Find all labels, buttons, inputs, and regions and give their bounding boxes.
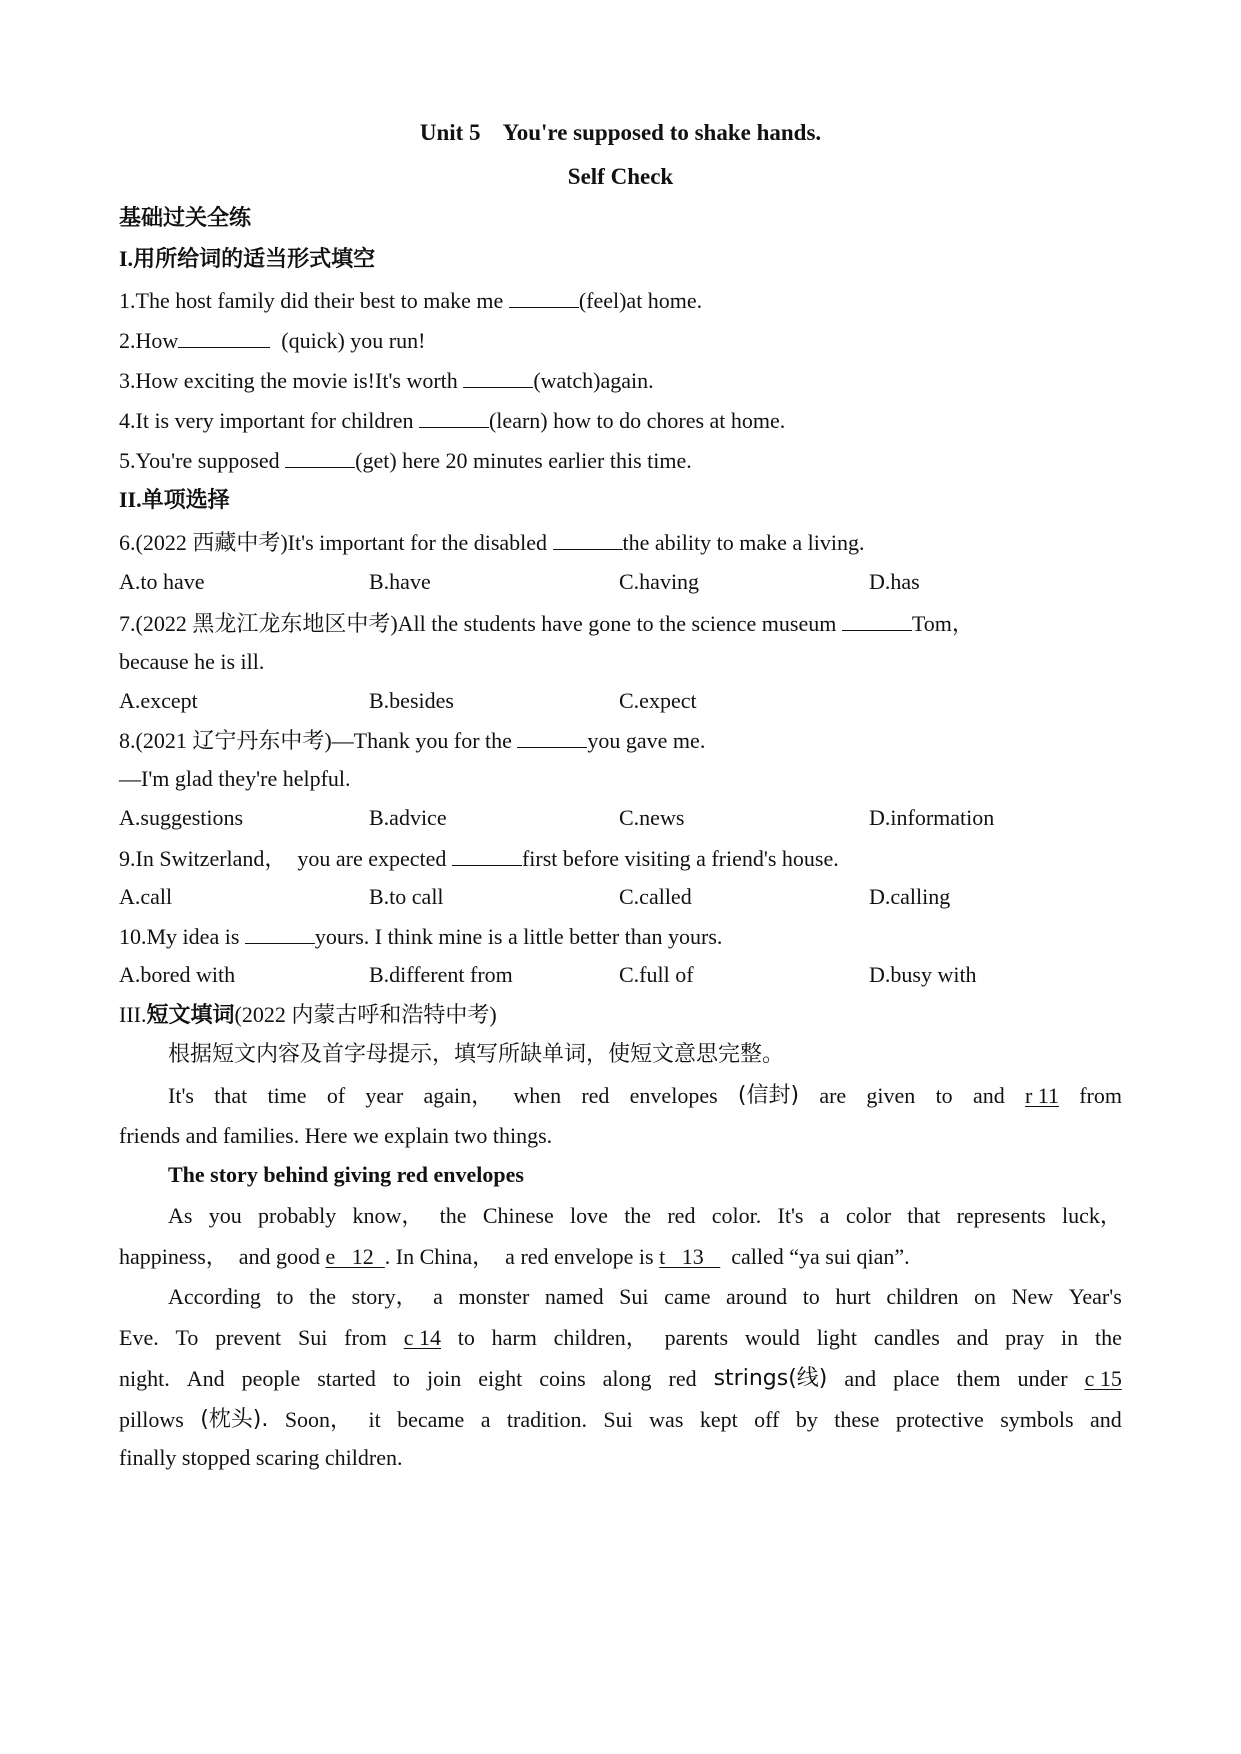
q8-option-d[interactable]: D.information	[869, 805, 995, 830]
q6-option-d[interactable]: D.has	[869, 569, 920, 594]
passage-word: it	[368, 1407, 381, 1432]
passage-word: and	[972, 1083, 1005, 1108]
question-10	[119, 921, 722, 952]
q6-option-b[interactable]: B.have	[369, 569, 431, 594]
passage-word: a	[819, 1203, 830, 1228]
passage-word: year	[365, 1083, 404, 1108]
q6-source: 西藏中考	[192, 531, 281, 556]
q4-hint: (learn) how to do chores at home.	[488, 408, 786, 433]
passage-word: and	[1090, 1407, 1122, 1432]
q5-hint: (get) here 20 minutes earlier this time.	[355, 448, 692, 473]
part3-numeral: III.	[119, 1002, 147, 1027]
q7-blank[interactable]	[842, 608, 912, 631]
passage-word: became	[397, 1407, 465, 1432]
passage-word: prevent	[215, 1325, 282, 1350]
q8-option-a[interactable]: A.suggestions	[119, 805, 244, 830]
passage-word: Chinese	[482, 1203, 554, 1228]
passage-word: It's	[168, 1083, 194, 1108]
passage-p3-line1	[168, 1282, 1122, 1312]
part3-title: 短文填词	[146, 1003, 235, 1028]
q1-blank[interactable]	[509, 285, 579, 308]
passage-word: that	[907, 1203, 941, 1228]
q4-text: 4.It is very important for children	[119, 408, 419, 433]
passage-word: children	[886, 1284, 959, 1309]
passage-word: red	[668, 1366, 697, 1391]
q10-option-c[interactable]: C.full of	[619, 962, 694, 987]
passage-word: that	[214, 1083, 248, 1108]
q1-hint: (feel)at home.	[578, 288, 703, 313]
q6-text: )It's important for the disabled	[280, 530, 553, 555]
blank-12[interactable]: e 12	[325, 1244, 385, 1269]
q5-blank[interactable]	[285, 445, 355, 468]
part2-numeral: II.	[119, 487, 142, 512]
part3-source-close: )	[489, 1002, 497, 1027]
passage-word: and	[956, 1325, 989, 1350]
q1-text: 1.The host family did their best to make me	[119, 288, 509, 313]
passage-word: strings(线)	[713, 1366, 828, 1391]
q8-text: )—Thank you for the	[324, 728, 518, 753]
passage-word: probably	[258, 1203, 337, 1228]
q10-blank[interactable]	[245, 921, 315, 944]
passage-word: the	[309, 1284, 336, 1309]
q3-blank[interactable]	[463, 365, 533, 388]
passage-word: night.	[119, 1366, 170, 1391]
q7-option-c[interactable]: C.expect	[619, 688, 697, 713]
blank-11[interactable]: r 11	[1024, 1083, 1059, 1108]
passage-word: symbols	[1000, 1407, 1074, 1432]
q9-option-a[interactable]: A.call	[119, 884, 173, 909]
passage-word: color	[845, 1203, 892, 1228]
q8-option-c[interactable]: C.news	[619, 805, 685, 830]
passage-word: children，	[553, 1325, 648, 1350]
question-6	[119, 527, 864, 559]
passage-word: kept	[699, 1407, 738, 1432]
q6-blank[interactable]	[553, 527, 623, 550]
part1-heading	[119, 244, 375, 275]
part3-heading	[119, 1000, 497, 1031]
q9-text-end: first before visiting a friend's house.	[521, 846, 839, 871]
q9-text: 9.In Switzerland， you are expected	[119, 846, 452, 871]
passage-p3-line5: finally stopped scaring children.	[119, 1445, 403, 1470]
q7-option-a[interactable]: A.except	[119, 688, 198, 713]
q2-hint: (quick) you run!	[270, 328, 426, 353]
passage-word: people	[241, 1366, 301, 1391]
passage-word: named	[544, 1284, 604, 1309]
part1-title: 用所给词的适当形式填空	[133, 247, 376, 272]
passage-word: Eve.	[119, 1325, 159, 1350]
passage-word: along	[602, 1366, 652, 1391]
q7-source: 黑龙江龙东地区中考	[192, 612, 391, 637]
passage-word: story，	[351, 1284, 418, 1309]
q6-option-c[interactable]: C.having	[619, 569, 700, 594]
p2-text-c: . In China， a red envelope is	[384, 1244, 660, 1269]
passage-word: candles	[873, 1325, 940, 1350]
passage-word: eight	[478, 1366, 523, 1391]
passage-word: love	[570, 1203, 608, 1228]
section-subtitle: Self Check	[567, 164, 674, 189]
part3-source: 内蒙古呼和浩特中考	[291, 1003, 490, 1028]
story-heading: The story behind giving red envelopes	[168, 1162, 524, 1187]
q8-number: 8.(2021	[119, 728, 193, 753]
passage-word: monster	[458, 1284, 530, 1309]
passage-word: (信封)	[737, 1083, 800, 1108]
passage-word: hurt	[835, 1284, 871, 1309]
passage-word: Sui	[603, 1407, 633, 1432]
p2-text-a: happiness， and good	[119, 1244, 326, 1269]
question-4	[119, 405, 785, 436]
passage-word: red	[581, 1083, 610, 1108]
q9-option-b[interactable]: B.to call	[369, 884, 444, 909]
question-3	[119, 365, 654, 396]
passage-word: According	[168, 1284, 261, 1309]
passage-word: pray	[1005, 1325, 1045, 1350]
passage-word: the	[1094, 1325, 1122, 1350]
passage-word: given	[866, 1083, 916, 1108]
part3-instruction: 根据短文内容及首字母提示，填写所缺单词，使短文意思完整。	[168, 1042, 785, 1067]
passage-p1-line2: friends and families. Here we explain two things.	[119, 1123, 553, 1148]
q9-option-c[interactable]: C.called	[619, 884, 692, 909]
q9-options	[119, 882, 1122, 912]
passage-word: (枕头).	[200, 1407, 269, 1432]
q7-options	[119, 686, 1122, 716]
question-9	[119, 843, 839, 874]
passage-word: when	[513, 1083, 562, 1108]
passage-word: As	[168, 1203, 193, 1228]
passage-word: know，	[352, 1203, 424, 1228]
q7-number: 7.(2022	[119, 611, 193, 636]
q3-text: 3.How exciting the movie is!It's worth	[119, 368, 464, 393]
passage-p2-line1	[168, 1201, 1122, 1231]
passage-word: light	[816, 1325, 858, 1350]
part2-title: 单项选择	[141, 488, 230, 513]
passage-word: Sui	[619, 1284, 649, 1309]
q5-text: 5.You're supposed	[119, 448, 286, 473]
passage-word: envelopes	[629, 1083, 718, 1108]
passage-word: to	[457, 1325, 475, 1350]
passage-word: off	[754, 1407, 780, 1432]
passage-word: on	[974, 1284, 997, 1309]
unit-title: Unit 5 You're supposed to shake hands.	[419, 120, 822, 145]
q7-continuation: because he is ill.	[119, 649, 265, 674]
question-1	[119, 285, 702, 316]
q6-option-a[interactable]: A.to have	[119, 569, 205, 594]
passage-word: place	[893, 1366, 940, 1391]
q10-option-d[interactable]: D.busy with	[869, 962, 977, 987]
passage-word: under	[1017, 1366, 1068, 1391]
q8-reply: —I'm glad they're helpful.	[119, 766, 351, 791]
passage-word: of	[326, 1083, 346, 1108]
q7-option-b[interactable]: B.besides	[369, 688, 454, 713]
question-7	[119, 608, 974, 640]
q6-number: 6.(2022	[119, 530, 193, 555]
passage-p3-line3	[119, 1364, 1122, 1394]
passage-word: It's	[777, 1203, 804, 1228]
passage-p1-line1	[168, 1081, 1122, 1111]
passage-word: red	[667, 1203, 696, 1228]
passage-word: was	[649, 1407, 684, 1432]
passage-word: Year's	[1068, 1284, 1122, 1309]
passage-word: and	[844, 1366, 877, 1391]
q10-options	[119, 960, 1122, 990]
passage-word: time	[267, 1083, 307, 1108]
q4-blank[interactable]	[419, 405, 489, 428]
q6-options	[119, 567, 1122, 597]
passage-p3-line4	[119, 1405, 1122, 1435]
passage-word: a	[480, 1407, 491, 1432]
q10-option-b[interactable]: B.different from	[369, 962, 513, 987]
passage-p2-line2	[119, 1242, 910, 1272]
passage-word: New	[1011, 1284, 1054, 1309]
passage-word: to	[802, 1284, 820, 1309]
passage-word: are	[819, 1083, 847, 1108]
q10-option-a[interactable]: A.bored with	[119, 962, 236, 987]
part1-numeral: I.	[119, 246, 134, 271]
passage-word: them	[956, 1366, 1001, 1391]
q7-text-end: Tom，	[911, 611, 974, 636]
blank-15[interactable]: c 15	[1084, 1366, 1122, 1391]
q3-hint: (watch)again.	[533, 368, 654, 393]
passage-word: around	[726, 1284, 788, 1309]
question-5	[119, 445, 692, 476]
passage-word: protective	[895, 1407, 984, 1432]
passage-word: color.	[711, 1203, 762, 1228]
blank-14[interactable]: c 14	[403, 1325, 441, 1350]
q10-text: 10.My idea is	[119, 924, 245, 949]
passage-word: came	[664, 1284, 711, 1309]
part2-heading	[119, 485, 230, 516]
blank-13[interactable]: t 13	[659, 1244, 721, 1269]
passage-word: to	[392, 1366, 410, 1391]
q2-blank[interactable]	[178, 325, 270, 348]
passage-word: Sui	[297, 1325, 328, 1350]
p2-text-d: called “ya sui qian”.	[720, 1244, 910, 1269]
q10-text-end: yours. I think mine is a little better than yours.	[314, 924, 723, 949]
passage-word: to	[935, 1083, 953, 1108]
q8-source: 辽宁丹东中考	[192, 729, 325, 754]
passage-word: And	[186, 1366, 225, 1391]
passage-word: these	[834, 1407, 880, 1432]
q9-blank[interactable]	[452, 843, 522, 866]
passage-word: a	[433, 1284, 443, 1309]
passage-word: join	[426, 1366, 462, 1391]
passage-word: from	[344, 1325, 387, 1350]
passage-word: represents	[956, 1203, 1046, 1228]
q8-option-b[interactable]: B.advice	[369, 805, 447, 830]
passage-word: To	[175, 1325, 199, 1350]
passage-word: started	[317, 1366, 376, 1391]
passage-word: parents	[664, 1325, 729, 1350]
passage-word: by	[795, 1407, 818, 1432]
q8-text-end: you gave me.	[587, 728, 706, 753]
q8-blank[interactable]	[517, 725, 587, 748]
question-8	[119, 725, 705, 757]
passage-word: would	[744, 1325, 800, 1350]
q8-options	[119, 803, 1122, 833]
question-2	[119, 325, 425, 356]
passage-word: pillows	[119, 1407, 184, 1432]
passage-word: from	[1079, 1083, 1122, 1108]
practice-heading: 基础过关全练	[119, 206, 252, 231]
q6-text-end: the ability to make a living.	[622, 530, 865, 555]
passage-word: you	[208, 1203, 242, 1228]
passage-p3-line2	[119, 1323, 1122, 1353]
q9-option-d[interactable]: D.calling	[869, 884, 951, 909]
passage-word: harm	[491, 1325, 537, 1350]
q7-text: )All the students have gone to the science museum	[390, 611, 842, 636]
q2-text: 2.How	[119, 328, 179, 353]
passage-word: to	[276, 1284, 294, 1309]
passage-word: tradition.	[506, 1407, 587, 1432]
passage-word: the	[439, 1203, 467, 1228]
part3-source-open: (2022	[234, 1002, 292, 1027]
passage-word: Soon，	[284, 1407, 353, 1432]
passage-word: in	[1061, 1325, 1079, 1350]
passage-word: coins	[539, 1366, 586, 1391]
passage-word: again，	[423, 1083, 494, 1108]
passage-word: the	[624, 1203, 652, 1228]
passage-word: luck，	[1062, 1203, 1122, 1228]
